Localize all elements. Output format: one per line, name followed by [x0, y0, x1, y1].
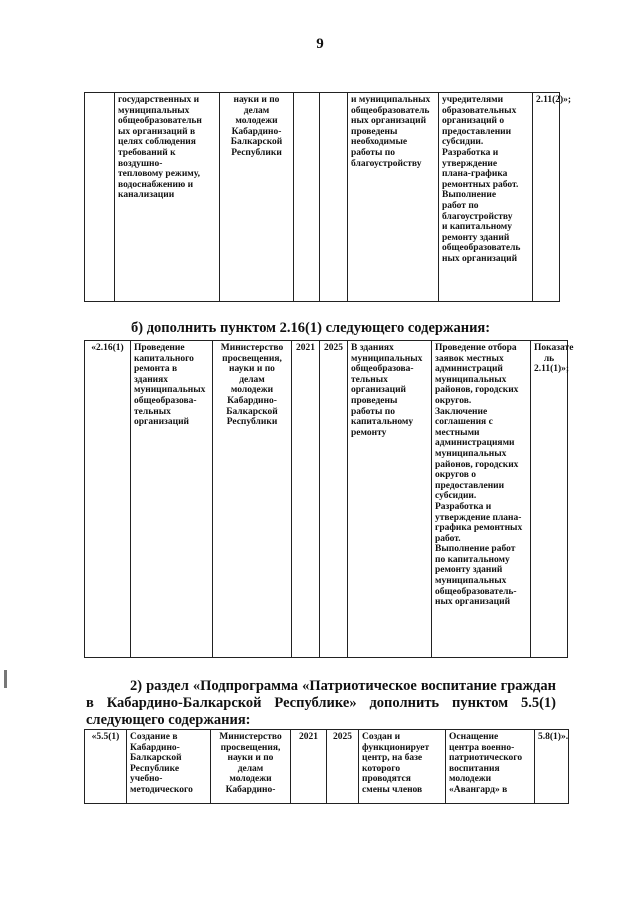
table-cell-end-year: 2025 [320, 341, 348, 658]
table-cell-name: государственных и муниципальных общеобразовательн ых организаций в целях соблюдения требований к воздушно- тепловому режиму, водоснабжению и канализации [115, 93, 220, 302]
table-cell-name: Проведение капитального ремонта в зданиях муниципальных общеобразова- тельных организаций [131, 341, 213, 658]
table-cell-executor: Министерство просвещения, науки и по делам молодежи Кабардино- [211, 730, 291, 804]
paragraph-line-1: 2) раздел «Подпрограмма «Патриотическое воспитание граждан [130, 678, 556, 694]
table-cell-end-year [320, 93, 348, 302]
table-continuation [84, 92, 572, 302]
table-cell-name: Создание в Кабардино- Балкарской Республике учебно- методического [127, 730, 211, 804]
paragraph-line-2: в Кабардино-Балкарской Республике» дополнить пунктом 5.5(1) [86, 695, 556, 711]
table-row [85, 341, 568, 658]
table-cell-indicator: 5.8(1)». [535, 730, 569, 804]
section-paragraph-2 [86, 678, 556, 729]
margin-mark [4, 670, 7, 688]
table-cell-executor: Министерство просвещения, науки и по делам молодежи Кабардино- Балкарской Республики [213, 341, 292, 658]
table-cell-result: В зданиях муниципальных общеобразова- тельных организаций проведены работы по капитальному ремонту [348, 341, 432, 658]
table-cell-executor: науки и по делам молодежи Кабардино- Балкарской Республики [220, 93, 294, 302]
table-cell-number: «5.5(1) [85, 730, 127, 804]
section-heading-b: б) дополнить пунктом 2.16(1) следующего содержания: [131, 320, 491, 336]
table-cell-activities: Оснащение центра военно- патриотического воспитания молодежи «Авангард» в [446, 730, 535, 804]
table-item-5-5-1 [84, 729, 569, 804]
table-cell-activities: учредителями образовательных организаций о предоставлении субсидии. Разработка и утверждение плана-графика ремонтных работ. Выполнение работ по благоустройству и капитальному ремонту зданий общеобразователь ных организаций [439, 93, 533, 302]
page-number: 9 [316, 36, 324, 52]
table-cell-start-year: 2021 [291, 730, 327, 804]
table-row [85, 730, 569, 804]
table-cell-start-year [294, 93, 320, 302]
table-cell-indicator: Показате ль 2.11(1)»; [531, 341, 568, 658]
table-cell-number [85, 93, 115, 302]
table-cell-indicator: 2.11(2)»; [533, 93, 560, 302]
table-row [85, 93, 560, 302]
paragraph-line-3: следующего содержания: [86, 712, 251, 728]
table-cell-result: Создан и функционирует центр, на базе которого проводятся смены членов [359, 730, 446, 804]
table-cell-result: и муниципальных общеобразователь ных организаций проведены необходимые работы по благоустройству [348, 93, 439, 302]
table-cell-start-year: 2021 [292, 341, 320, 658]
table-cell-end-year: 2025 [327, 730, 359, 804]
table-cell-number: «2.16(1) [85, 341, 131, 658]
table-item-2-16-1 [84, 340, 574, 658]
table-cell-activities: Проведение отбора заявок местных администраций муниципальных районов, городских округов. Заключение соглашения с местными администрациями муниципальных районов, городских округов о предоставлении субсидии. Разработка и утверждение плана- графика ремонтных работ. Выполнение работ по капитальному ремонту зданий муниципальных общеобразователь- ных организаций [432, 341, 531, 658]
